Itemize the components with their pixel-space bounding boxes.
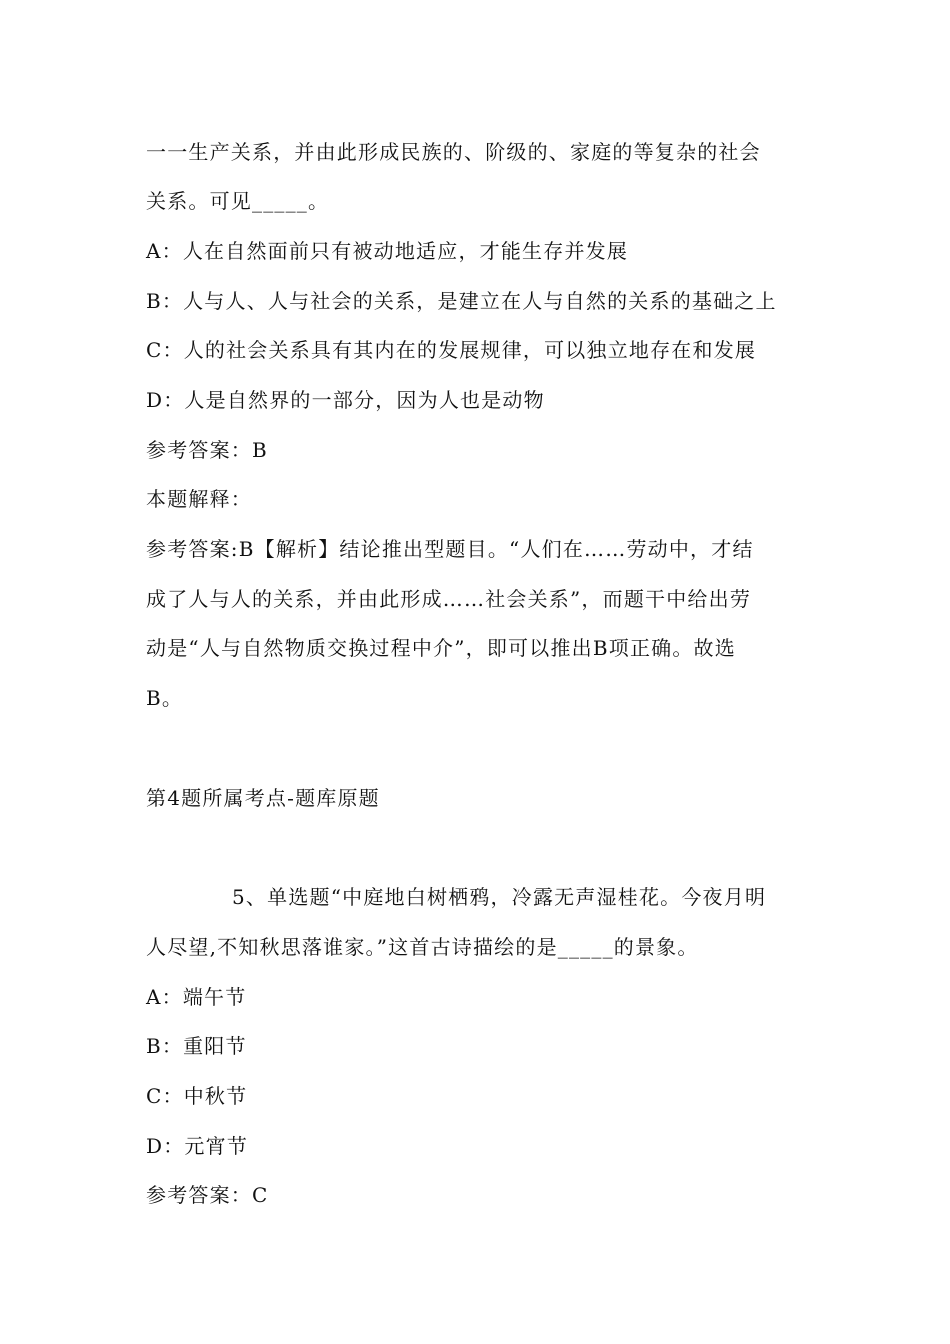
q5-stem-line-1: 5、单选题“中庭地白树栖鸦，冷露无声湿桂花。今夜月明 [232,885,767,909]
q3-explanation-line-3: 动是“人与自然物质交换过程中介”，即可以推出B项正确。故选 [146,636,736,660]
q5-option-b: B：重阳节 [146,1034,247,1058]
q5-option-c: C：中秋节 [146,1084,248,1108]
q3-explanation-line-1: 参考答案:B【解析】结论推出型题目。“人们在……劳动中，才结 [146,537,754,561]
q3-explanation-line-2: 成了人与人的关系，并由此形成……社会关系”，而题干中给出劳 [146,587,752,611]
q3-option-a: A：人在自然面前只有被动地适应，才能生存并发展 [146,239,629,263]
q3-answer: 参考答案：B [146,438,268,462]
q5-option-a: A：端午节 [146,985,247,1009]
q3-option-c: C：人的社会关系具有其内在的发展规律，可以独立地存在和发展 [146,338,757,362]
q5-option-d: D：元宵节 [146,1134,249,1158]
q3-option-d: D：人是自然界的一部分，因为人也是动物 [146,388,545,412]
q5-stem-line-2: 人尽望,不知秋思落谁家。”这首古诗描绘的是_____的景象。 [146,935,699,959]
q3-option-b: B：人与人、人与社会的关系，是建立在人与自然的关系的基础之上 [146,289,777,313]
q3-explanation-line-4: B。 [146,686,184,710]
q3-stem-line-1: 一一生产关系，并由此形成民族的、阶级的、家庭的等复杂的社会 [146,140,761,164]
q3-stem-line-2: 关系。可见_____。 [146,189,330,213]
q5-answer: 参考答案：C [146,1183,269,1207]
section-label: 第4题所属考点-题库原题 [146,786,380,810]
q3-explanation-heading: 本题解释： [146,487,252,511]
